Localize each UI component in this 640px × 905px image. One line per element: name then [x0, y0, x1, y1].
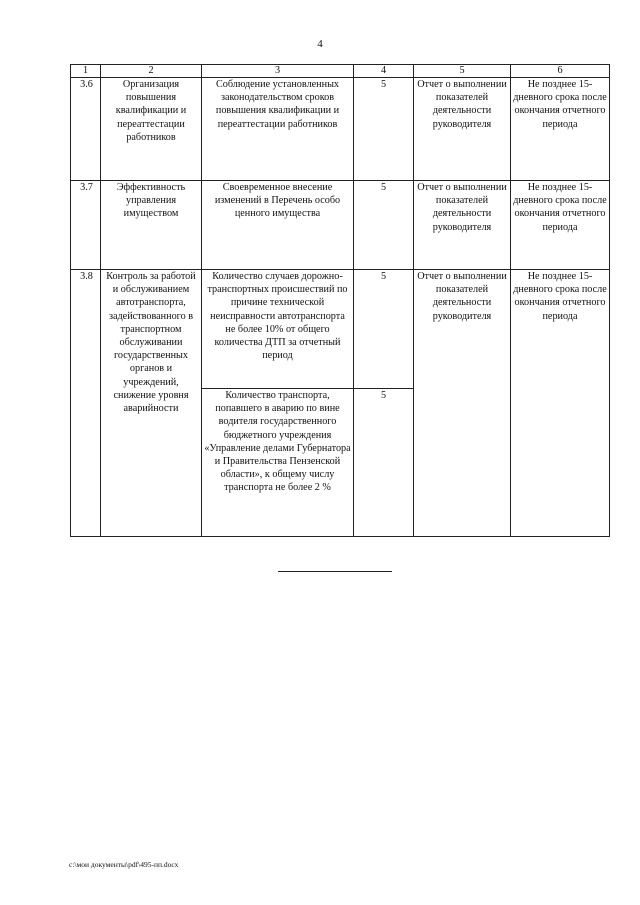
indicator-name: Контроль за работой и обслуживанием автотранспорта, задействованного в транспортном обслуживании государственных органов и учреждений, снижение уровня аварийности [101, 270, 202, 537]
divider-line [278, 571, 392, 572]
header-cell: 2 [101, 65, 202, 78]
deadline: Не позднее 15-дневного срока после окончания отчетного периода [511, 78, 610, 181]
criteria-table [70, 64, 610, 537]
page-number: 4 [317, 38, 323, 50]
row-number: 3.6 [71, 78, 101, 181]
criterion: Соблюдение установленных законодательством сроков повышения квалификации и переаттестации работников [202, 78, 354, 181]
report-form: Отчет о выполнении показателей деятельности руководителя [414, 270, 511, 537]
table-header-row [71, 65, 610, 78]
report-form: Отчет о выполнении показателей деятельности руководителя [414, 78, 511, 181]
deadline: Не позднее 15-дневного срока после окончания отчетного периода [511, 270, 610, 537]
indicator-name: Эффективность управления имуществом [101, 181, 202, 270]
header-cell: 5 [414, 65, 511, 78]
header-cell: 3 [202, 65, 354, 78]
row-number: 3.7 [71, 181, 101, 270]
table-row [71, 270, 610, 389]
points: 5 [354, 389, 414, 537]
table-row [71, 78, 610, 181]
criterion: Количество транспорта, попавшего в аварию по вине водителя государственного бюджетного учреждения «Управление делами Губернатора и Правительства Пензенской области», к общему числу транспорта не более 2 % [202, 389, 354, 537]
criterion: Количество случаев дорожно-транспортных происшествий по причине технической неисправности автотранспорта не более 10% от общего количества ДТП за отчетный период [202, 270, 354, 389]
header-cell: 6 [511, 65, 610, 78]
row-number: 3.8 [71, 270, 101, 537]
header-cell: 1 [71, 65, 101, 78]
report-form: Отчет о выполнении показателей деятельности руководителя [414, 181, 511, 270]
header-cell: 4 [354, 65, 414, 78]
points: 5 [354, 270, 414, 389]
footer-file-path: c:\мои документы\pdf\495-пп.docx [69, 860, 179, 869]
criterion: Своевременное внесение изменений в Перечень особо ценного имущества [202, 181, 354, 270]
points: 5 [354, 78, 414, 181]
indicator-name: Организация повышения квалификации и переаттестации работников [101, 78, 202, 181]
deadline: Не позднее 15-дневного срока после окончания отчетного периода [511, 181, 610, 270]
points: 5 [354, 181, 414, 270]
table-row [71, 181, 610, 270]
